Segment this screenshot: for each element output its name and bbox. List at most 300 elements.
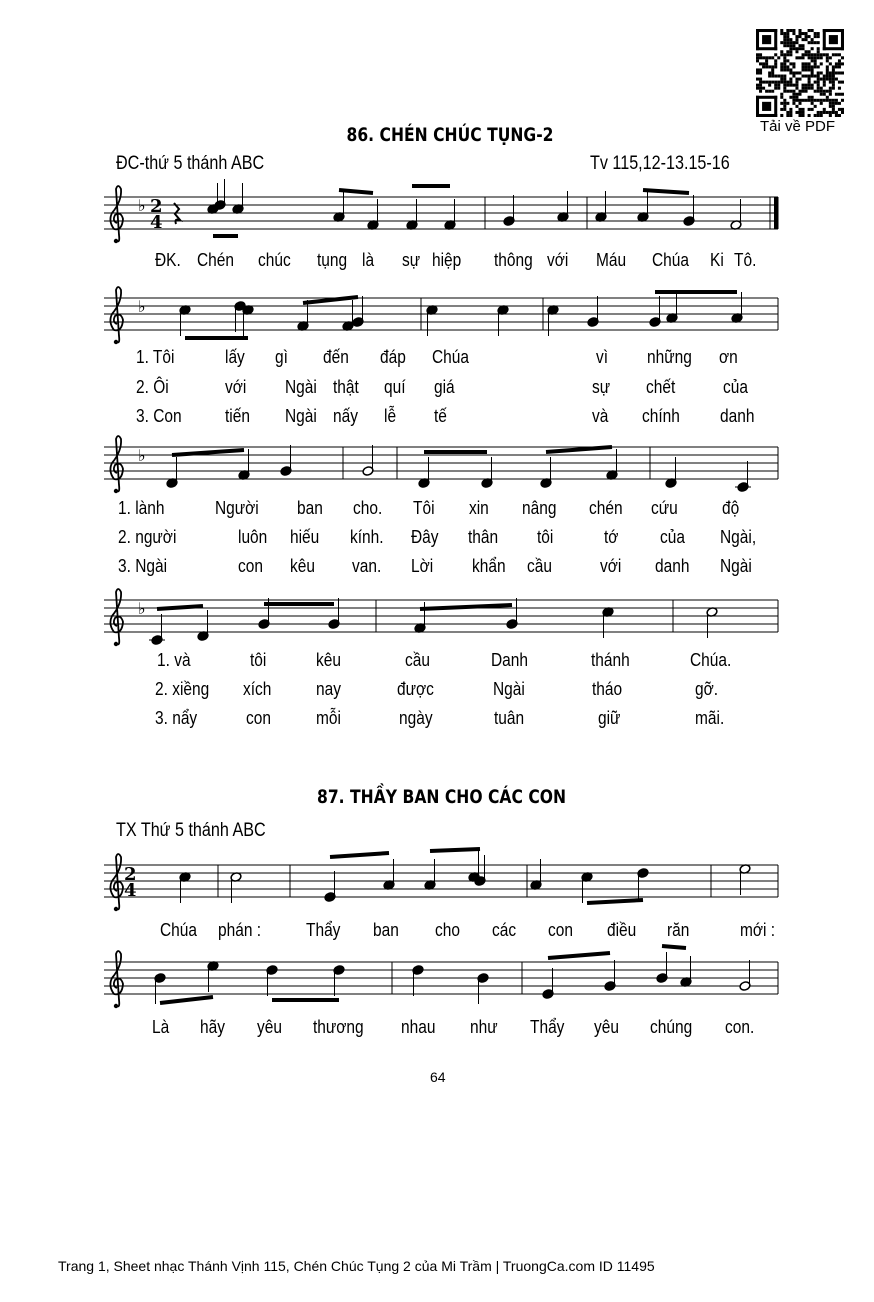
qr-module bbox=[798, 108, 801, 111]
qr-module bbox=[811, 84, 814, 87]
qr-module bbox=[786, 68, 789, 71]
qr-module bbox=[780, 41, 783, 44]
qr-module bbox=[817, 90, 820, 93]
lyric-word: được bbox=[397, 679, 434, 699]
beam bbox=[339, 190, 373, 193]
qr-module bbox=[759, 87, 762, 90]
lyric-word: nâng bbox=[522, 498, 557, 518]
qr-module bbox=[802, 62, 805, 65]
qr-module bbox=[762, 87, 765, 90]
qr-module bbox=[780, 102, 783, 105]
qr-module bbox=[829, 87, 832, 90]
lyric-word: tôi bbox=[537, 527, 554, 547]
qr-module bbox=[780, 75, 783, 78]
qr-module bbox=[802, 108, 805, 111]
qr-module bbox=[798, 44, 801, 47]
qr-module bbox=[798, 93, 801, 96]
qr-module bbox=[808, 87, 811, 90]
qr-module bbox=[774, 53, 777, 56]
treble-clef-icon bbox=[110, 589, 123, 644]
qr-module bbox=[789, 114, 792, 117]
lyric-word: hiệp bbox=[432, 250, 462, 270]
qr-module bbox=[792, 102, 795, 105]
qr-module bbox=[814, 59, 817, 62]
page-number: 64 bbox=[430, 1069, 446, 1085]
qr-module bbox=[823, 81, 826, 84]
qr-module bbox=[765, 90, 768, 93]
qr-module bbox=[783, 84, 786, 87]
qr-module bbox=[805, 32, 808, 35]
qr-module bbox=[759, 90, 762, 93]
lyric-word: 1. Tôi bbox=[136, 347, 175, 367]
lyric-word: cứu bbox=[651, 498, 678, 518]
qr-module bbox=[817, 81, 820, 84]
lyric-word: Ngài bbox=[285, 377, 317, 397]
qr-module bbox=[768, 75, 771, 78]
lyric-word: với bbox=[547, 250, 569, 270]
qr-module bbox=[798, 78, 801, 81]
qr-module bbox=[795, 47, 798, 50]
qr-module bbox=[786, 114, 789, 117]
qr-module bbox=[786, 50, 789, 53]
qr-module bbox=[823, 99, 826, 102]
qr-module bbox=[774, 59, 777, 62]
qr-module bbox=[802, 87, 805, 90]
qr-module bbox=[805, 90, 808, 93]
qr-module bbox=[783, 75, 786, 78]
lyric-word: độ bbox=[722, 498, 740, 518]
qr-module bbox=[774, 65, 777, 68]
lyric-word: của bbox=[723, 377, 748, 397]
qr-module bbox=[792, 93, 795, 96]
lyric-word: Danh bbox=[491, 650, 529, 670]
qr-module bbox=[780, 62, 783, 65]
qr-module bbox=[835, 102, 838, 105]
qr-module bbox=[780, 32, 783, 35]
qr-module bbox=[832, 108, 835, 111]
time-signature-bottom: 4 bbox=[150, 212, 163, 233]
qr-module bbox=[808, 56, 811, 59]
lyric-word: điều bbox=[607, 920, 637, 940]
qr-module bbox=[811, 41, 814, 44]
qr-module bbox=[826, 65, 829, 68]
qr-module bbox=[823, 75, 826, 78]
qr-module bbox=[841, 56, 844, 59]
qr-module bbox=[814, 65, 817, 68]
qr-module bbox=[802, 68, 805, 71]
qr-module bbox=[795, 35, 798, 38]
qr-module bbox=[756, 84, 759, 87]
qr-module bbox=[829, 111, 832, 114]
qr-module bbox=[811, 53, 814, 56]
qr-module bbox=[783, 38, 786, 41]
lyric-word: cầu bbox=[405, 650, 430, 670]
qr-module bbox=[832, 78, 835, 81]
qr-module bbox=[835, 93, 838, 96]
qr-module bbox=[832, 65, 835, 68]
qr-module bbox=[792, 65, 795, 68]
lyric-word: con. bbox=[725, 1017, 755, 1037]
lyric-word: là bbox=[362, 250, 375, 270]
lyric-word: cho bbox=[435, 920, 460, 940]
qr-module bbox=[759, 84, 762, 87]
lyric-word: của bbox=[660, 527, 685, 547]
qr-module bbox=[817, 84, 820, 87]
qr-module bbox=[783, 102, 786, 105]
lyric-word: con bbox=[238, 556, 263, 576]
qr-module bbox=[814, 105, 817, 108]
qr-module bbox=[802, 75, 805, 78]
qr-module bbox=[783, 87, 786, 90]
qr-module bbox=[798, 71, 801, 74]
qr-module bbox=[756, 114, 777, 117]
qr-module bbox=[817, 114, 820, 117]
qr-module bbox=[826, 78, 829, 81]
qr-module bbox=[795, 105, 798, 108]
lyric-word: nấy bbox=[333, 406, 358, 426]
qr-module bbox=[808, 108, 811, 111]
qr-module bbox=[765, 59, 768, 62]
qr-module bbox=[823, 29, 844, 32]
qr-module bbox=[805, 62, 808, 65]
qr-module bbox=[774, 81, 777, 84]
qr-module bbox=[826, 53, 829, 56]
lyric-word: quí bbox=[384, 377, 406, 397]
qr-module bbox=[792, 29, 795, 32]
lyric-word: thân bbox=[468, 527, 499, 547]
qr-module bbox=[780, 108, 783, 111]
qr-module bbox=[808, 53, 811, 56]
qr-module bbox=[832, 71, 835, 74]
qr-module bbox=[826, 90, 829, 93]
qr-module bbox=[798, 47, 801, 50]
qr-module bbox=[762, 62, 765, 65]
qr-module bbox=[808, 35, 811, 38]
lyric-word: Tôi bbox=[413, 498, 435, 518]
qr-module bbox=[786, 41, 789, 44]
qr-module bbox=[814, 114, 817, 117]
qr-module bbox=[774, 84, 777, 87]
qr-module bbox=[759, 71, 762, 74]
qr-module bbox=[756, 68, 759, 71]
qr-module bbox=[759, 53, 762, 56]
qr-module bbox=[826, 99, 829, 102]
qr-module bbox=[798, 99, 801, 102]
qr-module bbox=[823, 84, 826, 87]
lyric-word: ĐK. bbox=[155, 250, 181, 270]
qr-module bbox=[802, 53, 805, 56]
qr-module bbox=[808, 99, 811, 102]
qr-module bbox=[768, 65, 771, 68]
qr-module bbox=[783, 90, 786, 93]
qr-module bbox=[798, 29, 801, 32]
beam bbox=[160, 997, 213, 1003]
qr-module bbox=[817, 65, 820, 68]
flat-icon: ♭ bbox=[138, 446, 146, 465]
qr-module bbox=[792, 75, 795, 78]
lyric-word: Máu bbox=[596, 250, 627, 270]
qr-module bbox=[823, 93, 826, 96]
qr-module bbox=[789, 71, 792, 74]
qr-module bbox=[789, 50, 792, 53]
qr-module bbox=[838, 102, 841, 105]
qr-module bbox=[817, 78, 820, 81]
qr-module bbox=[805, 65, 808, 68]
lyric-word: Chén bbox=[197, 250, 235, 270]
qr-module bbox=[835, 62, 838, 65]
qr-module bbox=[841, 99, 844, 102]
qr-module bbox=[832, 102, 835, 105]
qr-module bbox=[795, 96, 798, 99]
qr-module bbox=[783, 56, 786, 59]
lyric-word: Ngài, bbox=[720, 527, 757, 547]
flat-icon: ♭ bbox=[138, 196, 146, 215]
lyric-word: con bbox=[548, 920, 573, 940]
qr-module bbox=[786, 84, 789, 87]
qr-module bbox=[838, 53, 841, 56]
lyric-word: tháo bbox=[592, 679, 623, 699]
qr-module bbox=[792, 41, 795, 44]
qr-module bbox=[798, 111, 801, 114]
beam bbox=[662, 946, 686, 948]
qr-module bbox=[811, 75, 814, 78]
lyric-word: kêu bbox=[290, 556, 315, 576]
qr-module bbox=[826, 68, 829, 71]
qr-module bbox=[835, 99, 838, 102]
time-signature-top: 2 bbox=[124, 864, 137, 885]
lyric-word: hiếu bbox=[290, 527, 320, 547]
lyric-word: 3. nẩy bbox=[155, 708, 198, 728]
qr-module bbox=[823, 108, 826, 111]
qr-module bbox=[829, 71, 832, 74]
qr-module bbox=[841, 29, 844, 50]
qr-module bbox=[759, 78, 762, 81]
qr-module bbox=[762, 65, 765, 68]
qr-module bbox=[792, 32, 795, 35]
lyric-word: Chúa bbox=[432, 347, 470, 367]
qr-module bbox=[826, 111, 829, 114]
qr-module bbox=[823, 29, 826, 50]
qr-module bbox=[829, 35, 838, 44]
qr-code[interactable] bbox=[756, 29, 844, 117]
qr-module bbox=[780, 68, 783, 71]
qr-module bbox=[756, 87, 759, 90]
lyric-word: Tô. bbox=[734, 250, 757, 270]
qr-module bbox=[774, 75, 777, 78]
qr-module bbox=[808, 41, 811, 44]
treble-clef-dot bbox=[114, 907, 118, 911]
lyric-word: Ngài bbox=[493, 679, 525, 699]
lyric-word: tôi bbox=[250, 650, 267, 670]
qr-module bbox=[835, 111, 838, 114]
lyric-word: mỗi bbox=[316, 708, 341, 728]
qr-module bbox=[798, 56, 801, 59]
lyric-word: mãi. bbox=[695, 708, 725, 728]
lyric-word: tụng bbox=[317, 250, 348, 270]
qr-module bbox=[820, 53, 823, 56]
qr-module bbox=[795, 93, 798, 96]
qr-module bbox=[829, 62, 832, 65]
qr-module bbox=[805, 99, 808, 102]
lyric-word: vì bbox=[596, 347, 609, 367]
lyric-word: cầu bbox=[527, 556, 552, 576]
qr-module bbox=[808, 114, 811, 117]
qr-module bbox=[811, 108, 814, 111]
beam bbox=[587, 900, 643, 903]
qr-module bbox=[789, 38, 792, 41]
lyric-word: Ngài bbox=[720, 556, 752, 576]
lyric-word: cho. bbox=[353, 498, 383, 518]
qr-module bbox=[814, 62, 817, 65]
qr-module bbox=[817, 41, 820, 44]
qr-module bbox=[795, 56, 798, 59]
qr-module bbox=[829, 78, 832, 81]
qr-module bbox=[814, 32, 817, 35]
qr-module bbox=[811, 47, 814, 50]
song-86-title: 86. CHÉN CHÚC TỤNG-2 bbox=[346, 124, 554, 146]
qr-module bbox=[756, 47, 777, 50]
qr-module bbox=[829, 75, 832, 78]
time-signature-top: 2 bbox=[150, 196, 163, 217]
qr-module bbox=[811, 38, 814, 41]
flat-icon: ♭ bbox=[138, 297, 146, 316]
song-86-occasion: ĐC-thứ 5 thánh ABC bbox=[116, 153, 265, 174]
lyric-word: 2. Ôi bbox=[136, 377, 169, 397]
qr-module bbox=[817, 53, 820, 56]
lyric-word: Lời bbox=[411, 556, 434, 576]
qr-module bbox=[783, 35, 786, 38]
qr-module bbox=[811, 68, 814, 71]
lyric-word: 1. lành bbox=[118, 498, 165, 518]
qr-module bbox=[756, 53, 759, 56]
qr-module bbox=[832, 87, 835, 90]
qr-module bbox=[798, 102, 801, 105]
qr-module bbox=[789, 78, 792, 81]
qr-module bbox=[829, 56, 832, 59]
qr-module bbox=[777, 81, 780, 84]
qr-module bbox=[783, 65, 786, 68]
beam bbox=[172, 450, 244, 455]
qr-module bbox=[808, 96, 811, 99]
qr-module bbox=[756, 29, 777, 32]
qr-module bbox=[811, 87, 814, 90]
qr-module bbox=[811, 65, 814, 68]
qr-module bbox=[768, 71, 771, 74]
lyric-word: như bbox=[470, 1017, 498, 1037]
lyric-word: thương bbox=[313, 1017, 364, 1037]
qr-module bbox=[765, 56, 768, 59]
lyric-word: 2. xiềng bbox=[155, 679, 210, 699]
qr-module bbox=[820, 56, 823, 59]
qr-module bbox=[826, 56, 829, 59]
lyric-word: thông bbox=[494, 250, 533, 270]
lyric-word: ngày bbox=[399, 708, 433, 728]
qr-module bbox=[820, 87, 823, 90]
qr-module bbox=[811, 71, 814, 74]
qr-module bbox=[789, 44, 792, 47]
qr-module bbox=[802, 90, 805, 93]
qr-module bbox=[835, 53, 838, 56]
lyric-word: nay bbox=[316, 679, 341, 699]
lyric-word: ban bbox=[297, 498, 323, 518]
qr-module bbox=[802, 114, 805, 117]
qr-module bbox=[808, 50, 811, 53]
qr-module bbox=[795, 84, 798, 87]
qr-module bbox=[765, 81, 768, 84]
qr-module bbox=[802, 47, 805, 50]
qr-module bbox=[805, 35, 808, 38]
qr-module bbox=[777, 56, 780, 59]
qr-module bbox=[771, 81, 774, 84]
qr-module bbox=[838, 114, 841, 117]
qr-module bbox=[786, 53, 789, 56]
qr-module bbox=[820, 93, 823, 96]
qr-module bbox=[771, 71, 774, 74]
qr-module bbox=[756, 29, 759, 50]
qr-module bbox=[838, 87, 841, 90]
qr-module bbox=[817, 35, 820, 38]
qr-module bbox=[786, 65, 789, 68]
qr-module bbox=[786, 81, 789, 84]
lyric-word: các bbox=[492, 920, 517, 940]
lyric-word: và bbox=[592, 406, 609, 426]
download-pdf-link[interactable]: Tải về PDF bbox=[760, 118, 836, 135]
qr-module bbox=[802, 111, 805, 114]
qr-module bbox=[832, 111, 835, 114]
qr-module bbox=[802, 56, 805, 59]
qr-module bbox=[820, 102, 823, 105]
lyric-word: kính. bbox=[350, 527, 384, 547]
qr-module bbox=[811, 99, 814, 102]
qr-module bbox=[795, 87, 798, 90]
qr-module bbox=[789, 108, 792, 111]
lyric-word: mới : bbox=[740, 920, 776, 940]
lyric-word: thật bbox=[333, 377, 359, 397]
lyric-word: chúng bbox=[650, 1017, 693, 1037]
lyric-word: đến bbox=[323, 347, 349, 367]
qr-module bbox=[783, 41, 786, 44]
qr-module bbox=[811, 29, 814, 32]
qr-module bbox=[808, 84, 811, 87]
qr-module bbox=[808, 81, 811, 84]
qr-module bbox=[817, 87, 820, 90]
lyric-word: hãy bbox=[200, 1017, 225, 1037]
qr-module bbox=[762, 102, 771, 111]
qr-module bbox=[792, 99, 795, 102]
qr-module bbox=[783, 78, 786, 81]
qr-module bbox=[829, 93, 832, 96]
lyric-word: chính bbox=[642, 406, 680, 426]
qr-module bbox=[841, 108, 844, 111]
qr-module bbox=[814, 99, 817, 102]
qr-module bbox=[798, 35, 801, 38]
qr-module bbox=[795, 50, 798, 53]
qr-module bbox=[820, 62, 823, 65]
qr-module bbox=[789, 41, 792, 44]
qr-module bbox=[792, 71, 795, 74]
qr-module bbox=[832, 81, 835, 84]
qr-module bbox=[829, 102, 832, 105]
qr-module bbox=[792, 96, 795, 99]
qr-module bbox=[768, 84, 771, 87]
lyric-word: Chúa bbox=[160, 920, 198, 940]
qr-module bbox=[808, 62, 811, 65]
treble-clef-dot bbox=[114, 1004, 118, 1008]
qr-module bbox=[780, 29, 783, 32]
qr-module bbox=[798, 90, 801, 93]
qr-module bbox=[783, 99, 786, 102]
qr-module bbox=[841, 81, 844, 84]
